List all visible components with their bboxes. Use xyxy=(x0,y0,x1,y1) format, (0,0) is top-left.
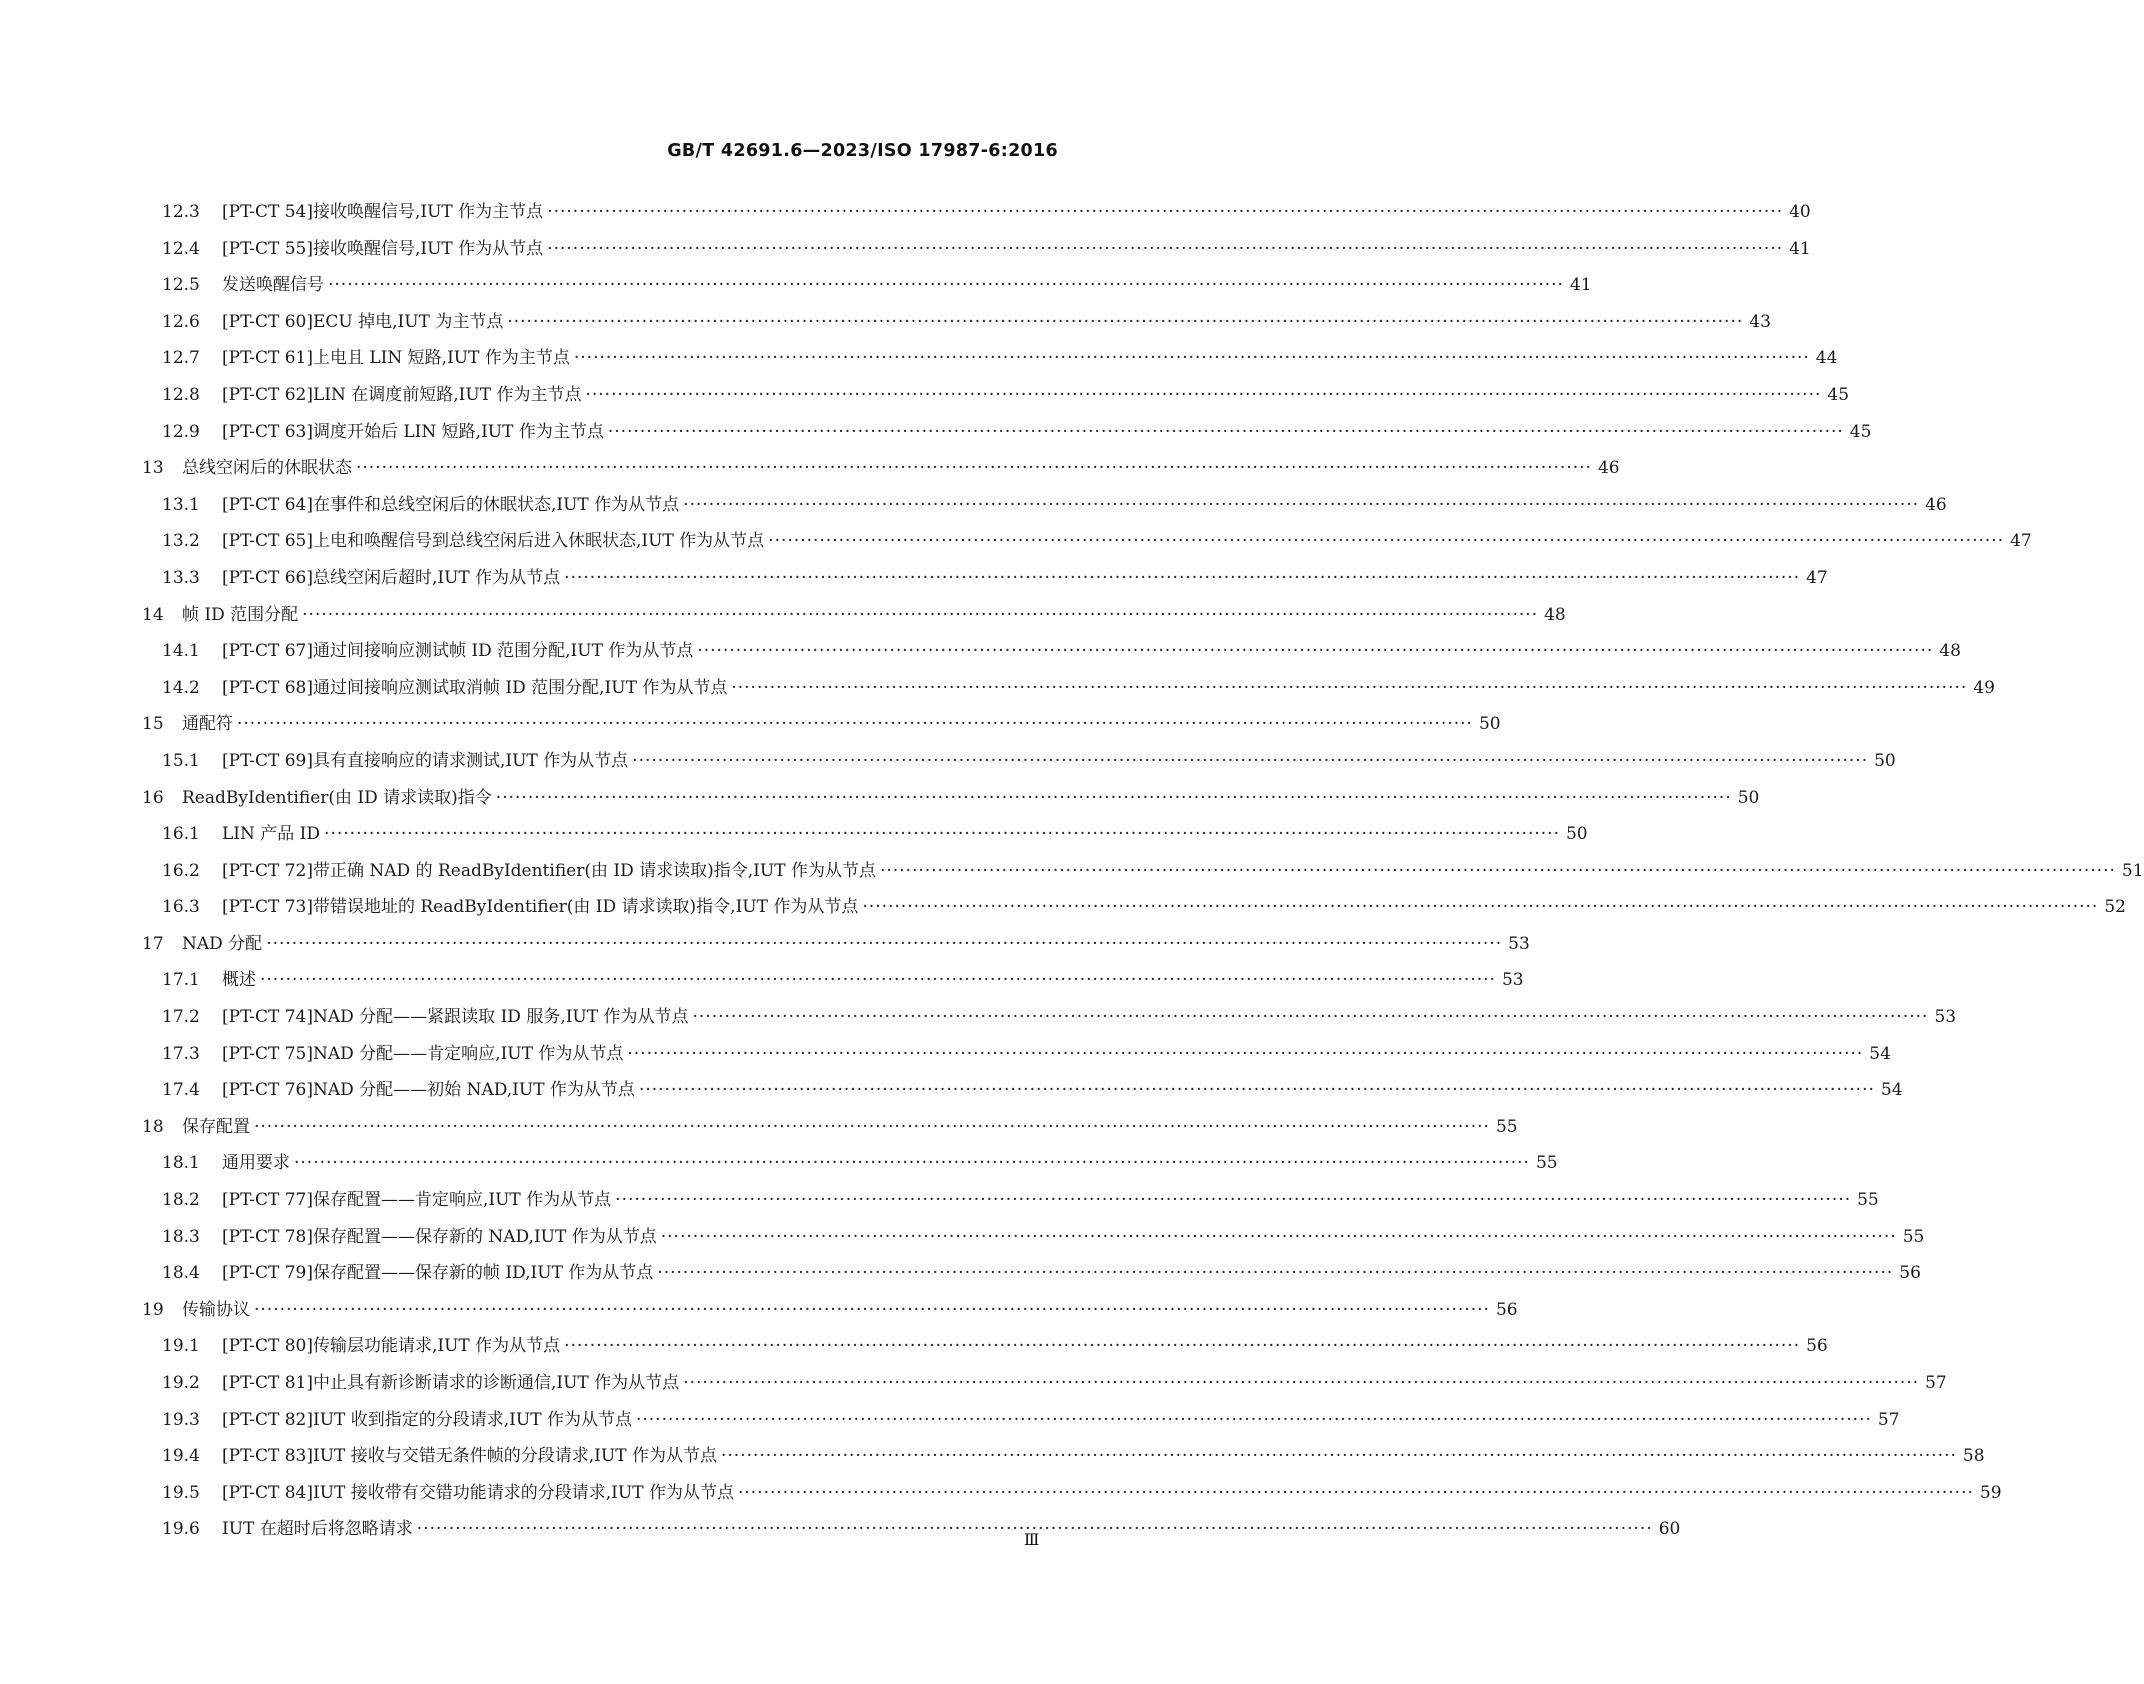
toc-entry-title: [PT-CT 54]接收唤醒信号,IUT 作为主节点 xyxy=(222,202,544,222)
toc-dot-leader xyxy=(328,267,1564,304)
toc-entry-page: 50 xyxy=(1565,824,1588,845)
toc-dot-leader xyxy=(302,597,1538,634)
toc-entry[interactable] xyxy=(142,999,1957,1036)
toc-entry-title: [PT-CT 55]接收唤醒信号,IUT 作为从节点 xyxy=(222,238,544,259)
toc-entry-number: 19.1 xyxy=(162,1336,200,1357)
toc-entry-page: 41 xyxy=(1789,238,1811,259)
toc-entry-number: 17.2 xyxy=(162,1007,200,1028)
toc-entry-title: [PT-CT 78]保存配置——保存新的 NAD,IUT 作为从节点 xyxy=(222,1226,657,1247)
toc-entry-title: [PT-CT 77]保存配置——肯定响应,IUT 作为从节点 xyxy=(222,1190,612,1211)
toc-entry-number: 17.4 xyxy=(162,1080,200,1101)
toc-entry-page: 55 xyxy=(1857,1190,1879,1211)
toc-entry[interactable] xyxy=(142,962,1524,999)
toc-entry[interactable] xyxy=(142,450,1620,487)
toc-entry-title: [PT-CT 69]具有直接响应的请求测试,IUT 作为从节点 xyxy=(222,750,629,771)
toc-dot-leader xyxy=(880,853,2116,890)
toc-entry-page: 46 xyxy=(1597,458,1620,479)
toc-dot-leader xyxy=(260,962,1496,999)
toc-dot-leader xyxy=(636,1402,1872,1439)
toc-entry-page: 48 xyxy=(1939,641,1961,662)
toc-entry-number: 17 xyxy=(142,933,164,954)
toc-entry-number: 13.3 xyxy=(162,567,200,588)
toc-entry-title: [PT-CT 60]ECU 掉电,IUT 为主节点 xyxy=(222,311,504,332)
toc-entry-title: 通配符 xyxy=(182,714,233,735)
toc-entry-page: 53 xyxy=(1508,933,1530,954)
toc-entry-number: 12.6 xyxy=(162,311,200,332)
table-of-contents xyxy=(142,194,2144,1548)
toc-dot-leader xyxy=(564,1328,1800,1365)
toc-entry-title: [PT-CT 68]通过间接响应测试取消帧 ID 范围分配,IUT 作为从节点 xyxy=(222,677,728,698)
toc-entry[interactable] xyxy=(142,340,1838,377)
document-code-header: GB/T 42691.6—2023/ISO 17987-6:2016 xyxy=(667,141,1058,161)
toc-dot-leader xyxy=(683,487,1919,524)
toc-entry[interactable] xyxy=(142,633,1961,670)
toc-entry-page: 57 xyxy=(1925,1373,1947,1393)
toc-entry-page: 50 xyxy=(1737,787,1760,808)
toc-entry-title: 总线空闲后的休眠状态 xyxy=(182,458,352,479)
toc-entry-title: [PT-CT 74]NAD 分配——紧跟读取 ID 服务,IUT 作为从节点 xyxy=(222,1007,689,1028)
toc-entry[interactable] xyxy=(142,231,1811,268)
toc-entry-number: 19.4 xyxy=(162,1446,200,1467)
toc-entry-title: [PT-CT 61]上电且 LIN 短路,IUT 作为主节点 xyxy=(222,348,570,369)
toc-entry-number: 14 xyxy=(142,604,164,625)
toc-entry-page: 55 xyxy=(1495,1116,1518,1137)
toc-entry-page: 50 xyxy=(1874,750,1896,771)
toc-entry-page: 53 xyxy=(1501,970,1524,991)
toc-entry-number: 12.3 xyxy=(162,202,200,222)
toc-entry[interactable] xyxy=(142,1328,1828,1365)
toc-entry-title: 传输协议 xyxy=(182,1299,250,1320)
toc-entry-number: 19.6 xyxy=(162,1519,200,1540)
toc-entry[interactable] xyxy=(142,816,1588,853)
toc-entry-page: 47 xyxy=(1806,567,1828,588)
toc-entry-page: 49 xyxy=(1973,677,1995,698)
toc-entry[interactable] xyxy=(142,1438,1985,1475)
toc-entry-number: 16.1 xyxy=(162,824,200,845)
toc-entry-number: 14.1 xyxy=(162,641,200,662)
toc-dot-leader xyxy=(237,706,1473,743)
toc-entry-title: ReadByIdentifier(由 ID 请求读取)指令 xyxy=(182,787,492,808)
toc-entry-number: 19.5 xyxy=(162,1482,200,1503)
toc-dot-leader xyxy=(507,304,1743,341)
toc-entry-title: 帧 ID 范围分配 xyxy=(182,604,299,625)
toc-entry-page: 46 xyxy=(1925,494,1947,515)
toc-entry-number: 13 xyxy=(142,458,164,479)
toc-entry-page: 54 xyxy=(1869,1043,1891,1064)
toc-entry[interactable] xyxy=(142,304,1771,341)
toc-dot-leader xyxy=(657,1255,1893,1292)
toc-entry[interactable] xyxy=(142,1219,1925,1256)
toc-dot-leader xyxy=(254,1109,1490,1146)
toc-entry[interactable] xyxy=(142,267,1592,304)
toc-entry-page: 59 xyxy=(1979,1482,2002,1503)
toc-entry-page: 40 xyxy=(1789,202,1811,222)
toc-entry-page: 55 xyxy=(1902,1226,1925,1247)
toc-dot-leader xyxy=(254,1292,1490,1329)
toc-entry-title: [PT-CT 80]传输层功能请求,IUT 作为从节点 xyxy=(222,1336,561,1357)
toc-entry-title: [PT-CT 63]调度开始后 LIN 短路,IUT 作为主节点 xyxy=(222,421,604,442)
toc-entry-title: [PT-CT 65]上电和唤醒信号到总线空闲后进入休眠状态,IUT 作为从节点 xyxy=(222,531,765,552)
toc-entry[interactable] xyxy=(142,1292,1518,1329)
toc-entry[interactable] xyxy=(142,1109,1518,1146)
toc-dot-leader xyxy=(721,1438,1957,1475)
toc-dot-leader xyxy=(768,523,2004,560)
toc-dot-leader xyxy=(547,231,1783,268)
toc-dot-leader xyxy=(627,1036,1863,1073)
toc-entry-page: 57 xyxy=(1877,1409,1900,1430)
toc-entry-title: [PT-CT 84]IUT 接收带有交错功能请求的分段请求,IUT 作为从节点 xyxy=(222,1482,734,1503)
toc-entry-number: 16 xyxy=(142,787,164,808)
toc-entry-title: [PT-CT 79]保存配置——保存新的帧 ID,IUT 作为从节点 xyxy=(222,1263,654,1284)
toc-dot-leader xyxy=(564,560,1800,597)
toc-entry-page: 56 xyxy=(1806,1336,1828,1357)
toc-entry-title: [PT-CT 66]总线空闲后超时,IUT 作为从节点 xyxy=(222,567,561,588)
toc-entry-number: 17.1 xyxy=(162,970,200,991)
toc-entry-page: 45 xyxy=(1849,421,1872,442)
toc-entry-number: 16.3 xyxy=(162,897,200,918)
page-folio: Ⅲ xyxy=(1024,1530,1040,1549)
toc-entry-number: 18.4 xyxy=(162,1263,200,1284)
toc-dot-leader xyxy=(574,340,1810,377)
toc-dot-leader xyxy=(693,999,1929,1036)
toc-dot-leader xyxy=(324,816,1560,853)
toc-entry[interactable] xyxy=(142,1036,1891,1073)
toc-entry-title: [PT-CT 67]通过间接响应测试帧 ID 范围分配,IUT 作为从节点 xyxy=(222,641,694,662)
toc-dot-leader xyxy=(585,377,1821,414)
toc-entry-number: 18.1 xyxy=(162,1153,200,1174)
toc-entry-page: 48 xyxy=(1544,604,1566,625)
toc-dot-leader xyxy=(496,780,1732,817)
toc-entry[interactable] xyxy=(142,1365,1947,1402)
toc-entry-number: 16.2 xyxy=(162,860,200,881)
toc-entry-page: 50 xyxy=(1478,714,1501,735)
toc-entry[interactable] xyxy=(142,670,1995,707)
toc-entry-number: 13.2 xyxy=(162,531,200,552)
toc-entry-number: 12.5 xyxy=(162,275,200,296)
toc-entry[interactable] xyxy=(142,780,1760,817)
toc-entry-number: 12.7 xyxy=(162,348,200,369)
toc-entry-number: 19.2 xyxy=(162,1373,200,1393)
toc-entry-page: 56 xyxy=(1495,1299,1518,1320)
toc-dot-leader xyxy=(731,670,1967,707)
toc-entry-number: 15 xyxy=(142,714,164,735)
toc-entry-title: 发送唤醒信号 xyxy=(222,275,324,296)
toc-entry[interactable] xyxy=(142,487,1947,524)
toc-entry-title: [PT-CT 72]带正确 NAD 的 ReadByIdentifier(由 ID 请求读取)指令,IUT 作为从节点 xyxy=(222,860,876,881)
toc-dot-leader xyxy=(266,926,1502,963)
toc-entry[interactable] xyxy=(142,560,1828,597)
toc-entry-title: NAD 分配 xyxy=(182,933,263,954)
toc-entry-title: 通用要求 xyxy=(222,1153,290,1174)
toc-entry-page: 44 xyxy=(1815,348,1838,369)
toc-dot-leader xyxy=(697,633,1933,670)
toc-entry-page: 58 xyxy=(1962,1446,1985,1467)
toc-dot-leader xyxy=(615,1182,1851,1219)
toc-entry-page: 60 xyxy=(1658,1519,1681,1540)
toc-dot-leader xyxy=(738,1475,1974,1512)
toc-entry-number: 13.1 xyxy=(162,494,200,515)
toc-entry[interactable] xyxy=(142,853,2144,890)
toc-entry-number: 12.8 xyxy=(162,384,200,405)
toc-entry-page: 54 xyxy=(1880,1080,1903,1101)
toc-entry-number: 14.2 xyxy=(162,677,200,698)
toc-entry[interactable] xyxy=(142,1402,1900,1439)
toc-entry-title: [PT-CT 62]LIN 在调度前短路,IUT 作为主节点 xyxy=(222,384,582,405)
toc-entry-page: 41 xyxy=(1569,275,1592,296)
toc-entry[interactable] xyxy=(142,706,1501,743)
toc-entry-number: 18.3 xyxy=(162,1226,200,1247)
toc-entry-title: [PT-CT 64]在事件和总线空闲后的休眠状态,IUT 作为从节点 xyxy=(222,494,680,515)
toc-entry-number: 15.1 xyxy=(162,750,200,771)
toc-entry-title: [PT-CT 81]中止具有新诊断请求的诊断通信,IUT 作为从节点 xyxy=(222,1373,680,1393)
toc-dot-leader xyxy=(294,1145,1530,1182)
toc-entry-page: 47 xyxy=(2010,531,2032,552)
toc-entry-number: 12.4 xyxy=(162,238,200,259)
toc-entry[interactable] xyxy=(142,1182,1879,1219)
toc-entry[interactable] xyxy=(142,194,1811,231)
toc-entry-title: IUT 在超时后将忽略请求 xyxy=(222,1519,413,1540)
toc-entry-number: 17.3 xyxy=(162,1043,200,1064)
toc-entry-page: 55 xyxy=(1535,1153,1558,1174)
toc-entry[interactable] xyxy=(142,1145,1558,1182)
toc-entry-page: 45 xyxy=(1827,384,1850,405)
toc-dot-leader xyxy=(639,1072,1875,1109)
toc-entry-number: 18 xyxy=(142,1116,164,1137)
toc-dot-leader xyxy=(862,889,2098,926)
toc-entry-page: 52 xyxy=(2104,897,2126,918)
toc-entry[interactable] xyxy=(142,1511,1681,1548)
toc-entry-title: LIN 产品 ID xyxy=(222,824,321,845)
toc-entry-page: 43 xyxy=(1749,311,1771,332)
toc-entry[interactable] xyxy=(142,523,2032,560)
toc-dot-leader xyxy=(608,414,1844,451)
toc-entry[interactable] xyxy=(142,597,1566,634)
toc-entry-title: 概述 xyxy=(222,970,256,991)
toc-entry-number: 19.3 xyxy=(162,1409,200,1430)
toc-entry-page: 53 xyxy=(1934,1007,1957,1028)
toc-entry-title: [PT-CT 82]IUT 收到指定的分段请求,IUT 作为从节点 xyxy=(222,1409,632,1430)
toc-dot-leader xyxy=(661,1219,1897,1256)
toc-entry[interactable] xyxy=(142,889,2126,926)
toc-dot-leader xyxy=(632,743,1868,780)
toc-entry[interactable] xyxy=(142,1255,1921,1292)
toc-dot-leader xyxy=(547,194,1783,231)
toc-entry[interactable] xyxy=(142,377,1850,414)
toc-entry[interactable] xyxy=(142,926,1530,963)
toc-entry[interactable] xyxy=(142,1475,2002,1512)
toc-entry[interactable] xyxy=(142,1072,1903,1109)
toc-entry-title: 保存配置 xyxy=(182,1116,250,1137)
toc-entry-number: 12.9 xyxy=(162,421,200,442)
toc-entry-number: 19 xyxy=(142,1299,164,1320)
toc-entry-title: [PT-CT 83]IUT 接收与交错无条件帧的分段请求,IUT 作为从节点 xyxy=(222,1446,717,1467)
toc-entry-title: [PT-CT 76]NAD 分配——初始 NAD,IUT 作为从节点 xyxy=(222,1080,635,1101)
toc-entry-title: [PT-CT 75]NAD 分配——肯定响应,IUT 作为从节点 xyxy=(222,1043,624,1064)
toc-entry[interactable] xyxy=(142,414,1872,451)
toc-entry-title: [PT-CT 73]带错误地址的 ReadByIdentifier(由 ID 请求读取)指令,IUT 作为从节点 xyxy=(222,897,859,918)
toc-dot-leader xyxy=(683,1365,1919,1402)
toc-entry-page: 51 xyxy=(2121,860,2144,881)
toc-entry[interactable] xyxy=(142,743,1896,780)
toc-entry-page: 56 xyxy=(1899,1263,1921,1284)
toc-entry-number: 18.2 xyxy=(162,1190,200,1211)
toc-dot-leader xyxy=(356,450,1592,487)
